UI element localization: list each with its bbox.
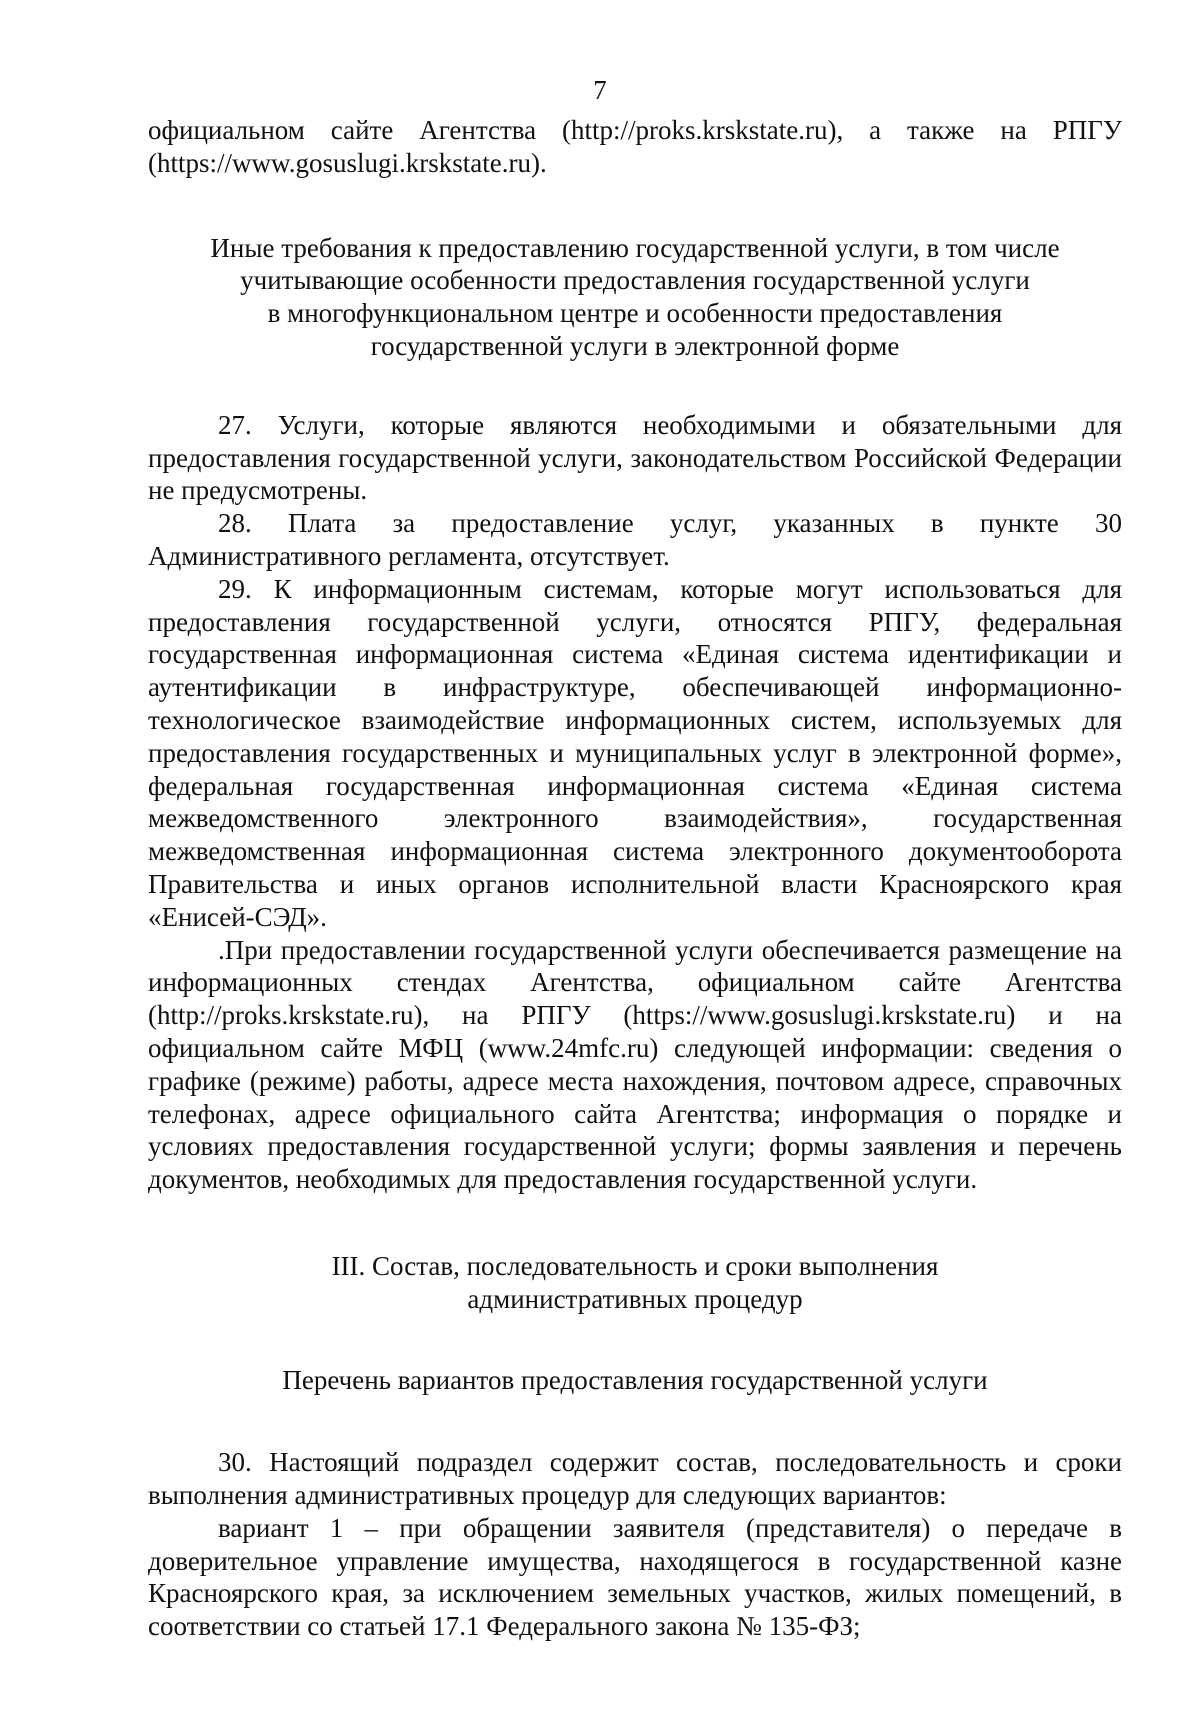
heading-line: III. Состав, последовательность и сроки выполнения	[331, 1250, 939, 1281]
paragraph-information-placement: .При предоставлении государственной услуги обеспечивается размещение на информационных стендах Агентства, официальном сайте Агентства (http://proks.krskstate.ru), на РПГУ (https://www.gosuslugi.krskstate.ru) и на официальном сайте МФЦ (www.24mfc.ru) следующей информации: сведения о графике (режиме) работы, адресе места нахождения, почтовом адресе, справочных телефонах, адресе официального сайта Агентства; информация о порядке и условиях предоставления государственной услуги; формы заявления и перечень документов, необходимых для предоставления государственной услуги.	[148, 934, 1122, 1195]
paragraph-28: 28. Плата за предоставление услуг, указанных в пункте 30 Административного регламента, отсутствует.	[148, 508, 1122, 571]
heading-line: учитывающие особенности предоставления государственной услуги	[240, 265, 1030, 296]
paragraph-29: 29. К информационным системам, которые могут использоваться для предоставления государственной услуги, относятся РПГУ, федеральная государственная информационная система «Единая система идентификации и аутентификации в инфраструктуре, обеспечивающей информационно-технологическое взаимодействие информационных систем, используемых для предоставления государственных и муниципальных услуг в электронной форме», федеральная государственная информационная система «Единая система межведомственного электронного взаимодействия», государственная межведомственная информационная система электронного документооборота Правительства и иных органов исполнительной власти Красноярского края «Енисей-СЭД».	[148, 573, 1122, 932]
heading-line: в многофункциональном центре и особенности предоставления	[267, 298, 1003, 329]
paragraph-30: 30. Настоящий подраздел содержит состав, последовательность и сроки выполнения административных процедур для следующих вариантов:	[148, 1447, 1122, 1511]
intro-paragraph: официальном сайте Агентства (http://proks.krskstate.ru), а также на РПГУ (https://www.gosuslugi.krskstate.ru).	[148, 115, 1122, 178]
document-body	[148, 114, 1122, 1643]
variant-1-paragraph: вариант 1 – при обращении заявителя (представителя) о передаче в доверительное управление имущества, находящегося в государственной казне Красноярского края, за исключением земельных участков, жилых помещений, в соответствии со статьей 17.1 Федерального закона № 135-ФЗ;	[148, 1512, 1122, 1642]
subsection-heading-variants: Перечень вариантов предоставления государственной услуги	[282, 1364, 988, 1395]
paragraph-27: 27. Услуги, которые являются необходимыми и обязательными для предоставления государственной услуги, законодательством Российской Федерации не предусмотрены.	[148, 409, 1122, 506]
heading-line: административных процедур	[467, 1283, 803, 1314]
heading-line: государственной услуги в электронной форме	[370, 330, 900, 361]
section-heading-iii	[148, 1250, 1122, 1316]
page-number: 7	[593, 75, 607, 105]
section-heading-other-requirements	[148, 232, 1122, 363]
heading-line: Иные требования к предоставлению государственной услуги, в том числе	[210, 232, 1060, 263]
